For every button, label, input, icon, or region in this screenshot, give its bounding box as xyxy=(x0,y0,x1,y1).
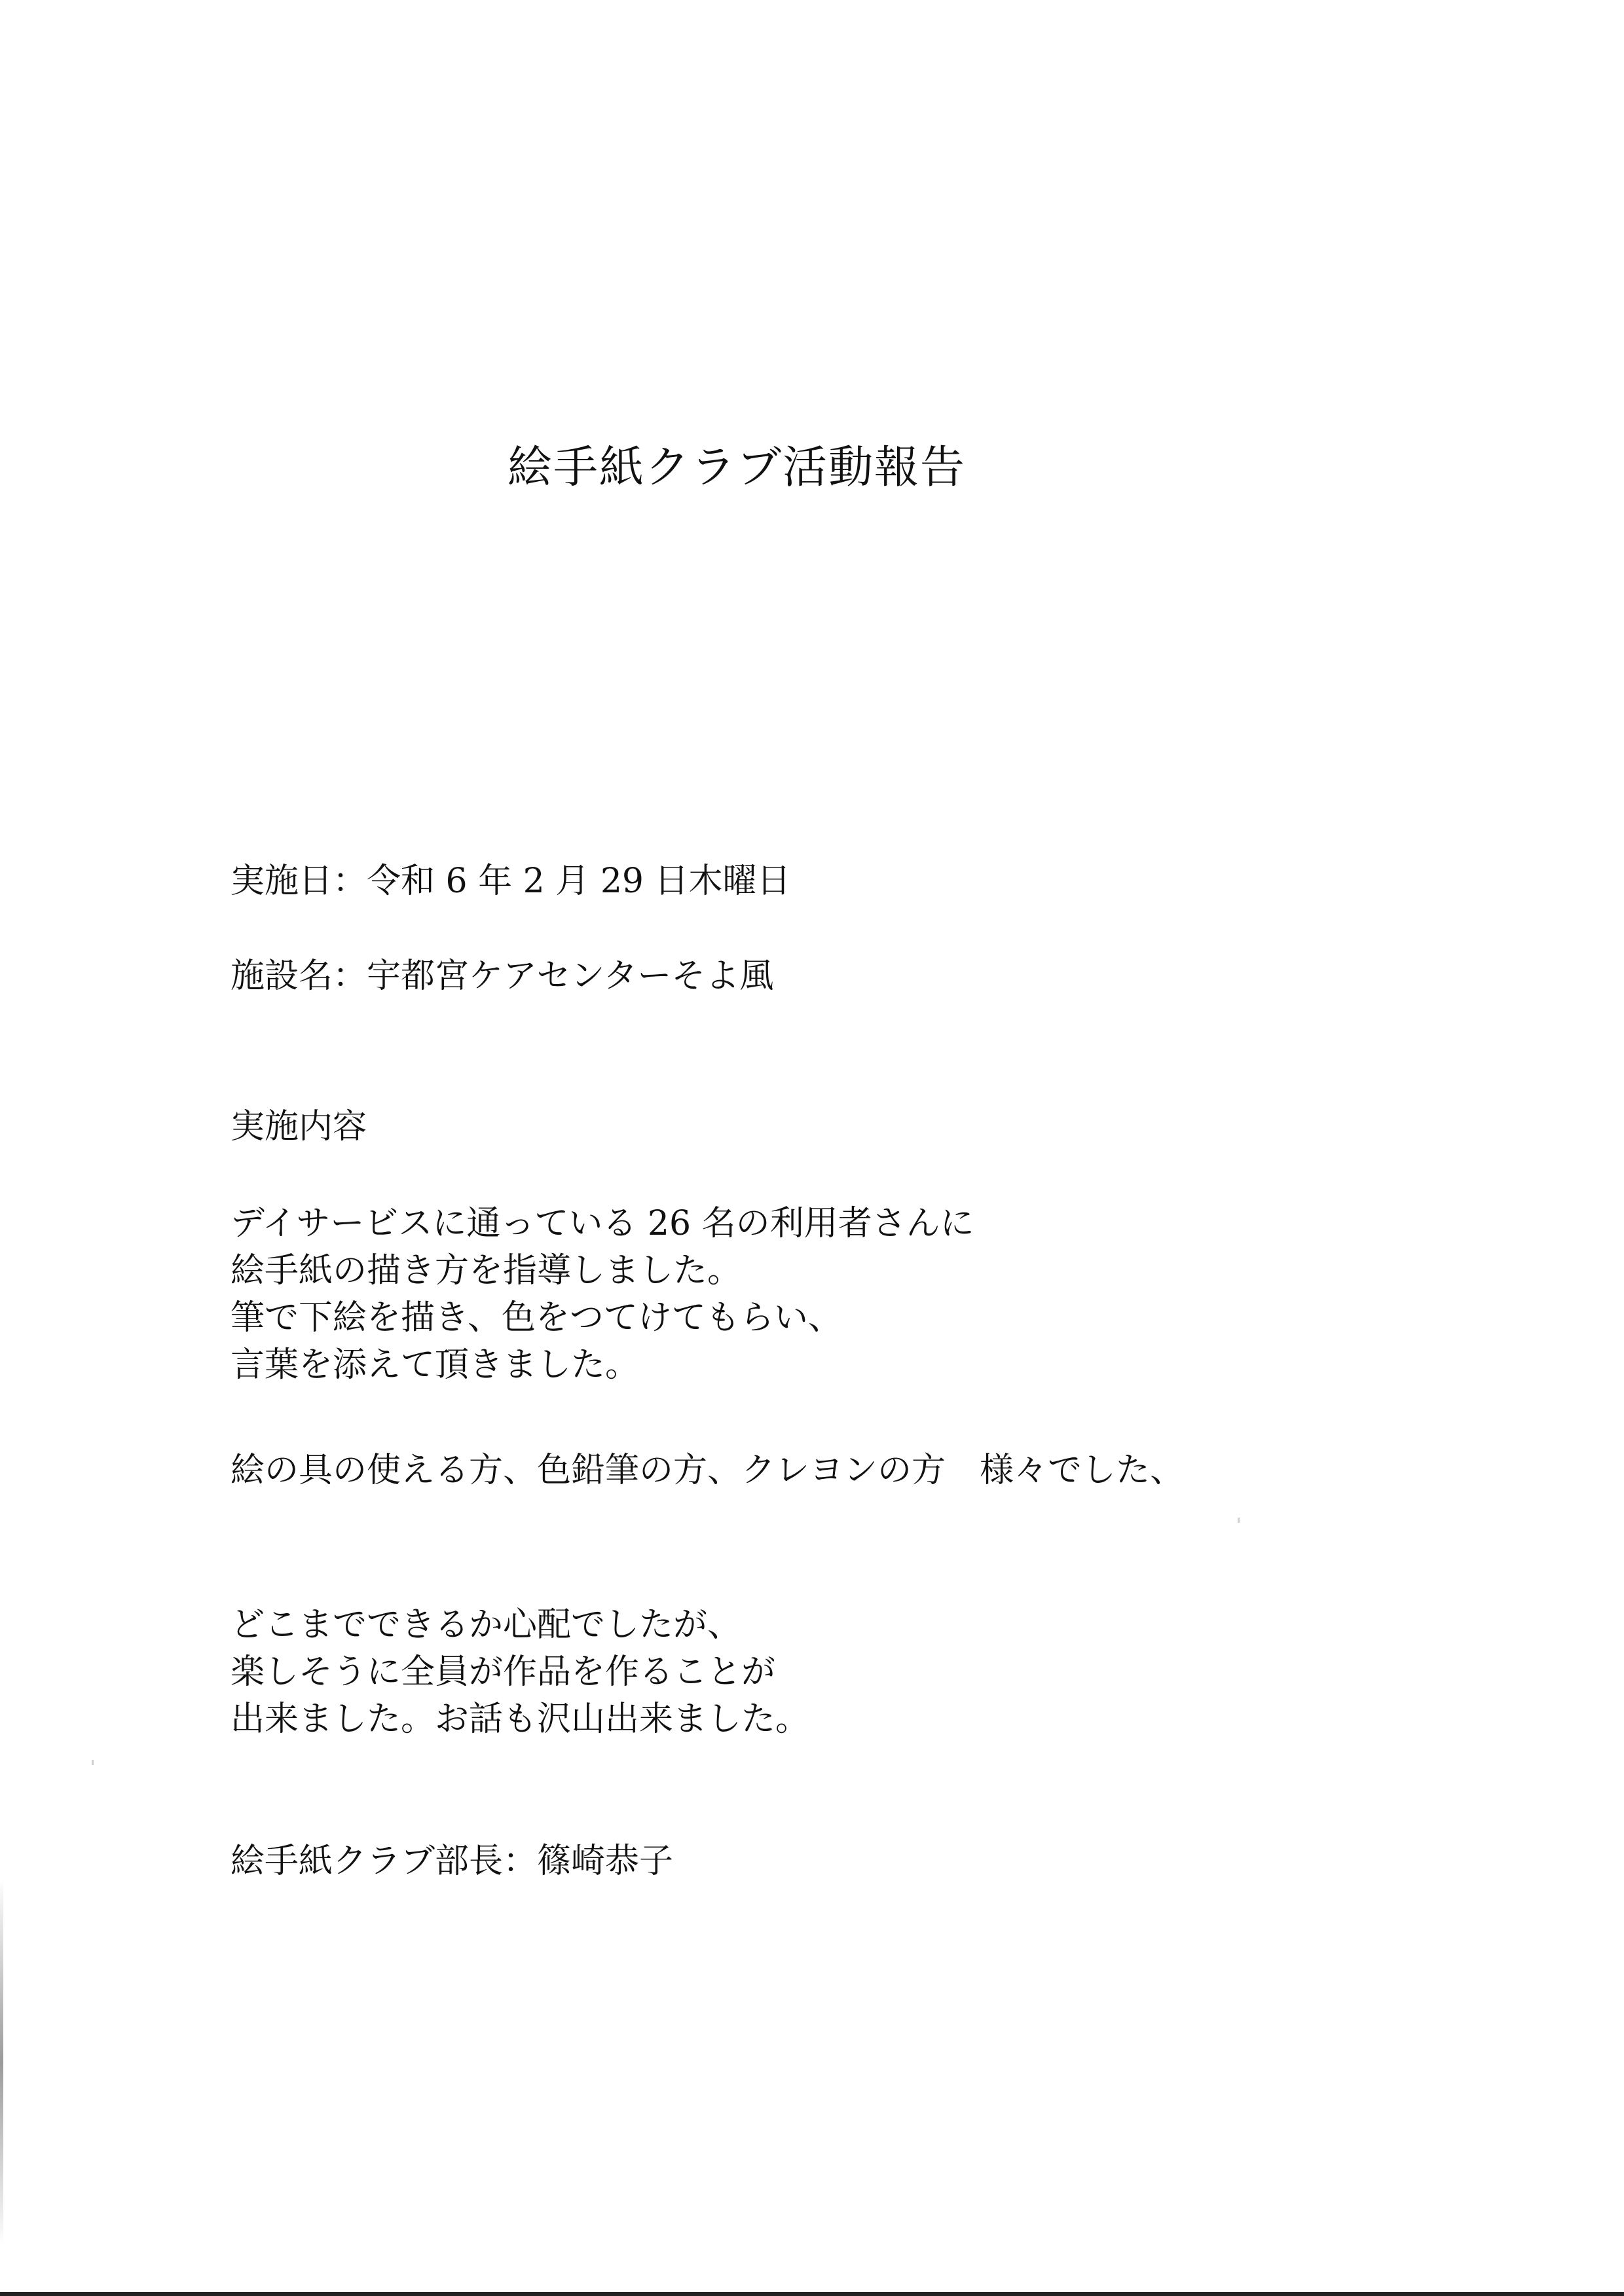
body-line: 出来ました。お話も沢山出来ました。 xyxy=(231,1700,810,1739)
body-line: どこまでできるか心配でしたが、 xyxy=(231,1605,742,1645)
body-line: 筆で下絵を描き、色をつてけてもらい、 xyxy=(231,1298,842,1338)
body-line: 言葉を添えて頂きました。 xyxy=(231,1345,640,1385)
body-line: 絵手紙の描き方を指導しました。 xyxy=(231,1251,742,1290)
date-line: 実施日：令和 6 年 2 月 29 日木曜日 xyxy=(231,862,791,901)
scan-border xyxy=(0,2292,1624,2296)
scan-shadow xyxy=(0,1879,3,2246)
scan-speck xyxy=(1238,1518,1240,1523)
scan-speck xyxy=(92,1760,94,1765)
report-title: 絵手紙クラブ活動報告 xyxy=(507,442,966,494)
body-line: 楽しそうに全員が作品を作ることが xyxy=(231,1652,776,1692)
body-line: デイサービスに通っている 26 名の利用者さんに xyxy=(231,1204,974,1243)
body-line: 絵の具の使える方、色鉛筆の方、クレヨンの方 様々でした、 xyxy=(231,1451,1185,1490)
section-heading: 実施内容 xyxy=(231,1107,367,1146)
facility-line: 施設名：宇都宮ケアセンターそよ風 xyxy=(231,957,774,996)
signature-line: 絵手紙クラブ部長：篠崎恭子 xyxy=(231,1842,674,1881)
